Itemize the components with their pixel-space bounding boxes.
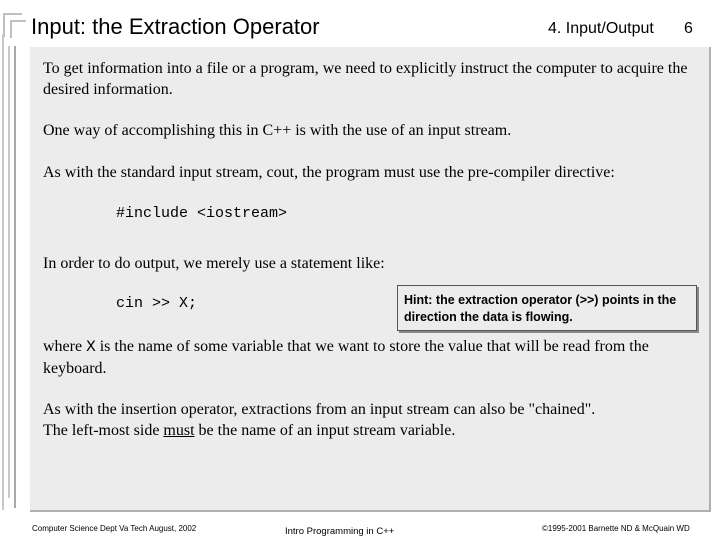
content-panel [30, 47, 711, 512]
code-include: #include <iostream> [116, 205, 288, 222]
frame-line [14, 46, 16, 508]
hint-box [397, 285, 697, 331]
hint-text: Hint: the extraction operator (>>) points in the direction the data is flowing. [404, 293, 677, 324]
text-span: As with the insertion operator, extractions from an input stream can also be "chained". [43, 401, 596, 418]
footer-center: Intro Programming in C++ [285, 526, 395, 537]
corner-bracket-inner [10, 20, 26, 38]
footer-right: ©1995-2001 Barnette ND & McQuain WD [542, 524, 690, 533]
text-span: is the name of some variable that we want to store the value that will be read from the keyboard. [43, 338, 649, 377]
frame-line [8, 46, 10, 498]
frame-line [2, 34, 4, 510]
code-cin-statement: cin >> X; [116, 295, 198, 312]
paragraph-chained [43, 399, 703, 441]
page-number: 6 [684, 20, 693, 37]
slide-title: Input: the Extraction Operator [31, 14, 320, 39]
paragraph-statement: In order to do output, we merely use a statement like: [43, 255, 385, 272]
text-span: where [43, 338, 87, 355]
footer-left: Computer Science Dept Va Tech August, 2002 [32, 524, 197, 533]
paragraph-directive: As with the standard input stream, cout, the program must use the pre-compiler directive: [43, 164, 615, 181]
inline-code-variable: X [86, 338, 96, 356]
section-label: 4. Input/Output [548, 20, 654, 37]
paragraph-input-stream: One way of accomplishing this in C++ is with the use of an input stream. [43, 122, 512, 139]
text-span: The left-most side [43, 422, 164, 439]
paragraph-intro: To get information into a file or a program, we need to explicitly instruct the computer to acquire the desired information. [43, 60, 688, 98]
text-span: be the name of an input stream variable. [194, 422, 456, 439]
paragraph-variable [43, 336, 703, 379]
emphasis-must: must [163, 422, 195, 439]
